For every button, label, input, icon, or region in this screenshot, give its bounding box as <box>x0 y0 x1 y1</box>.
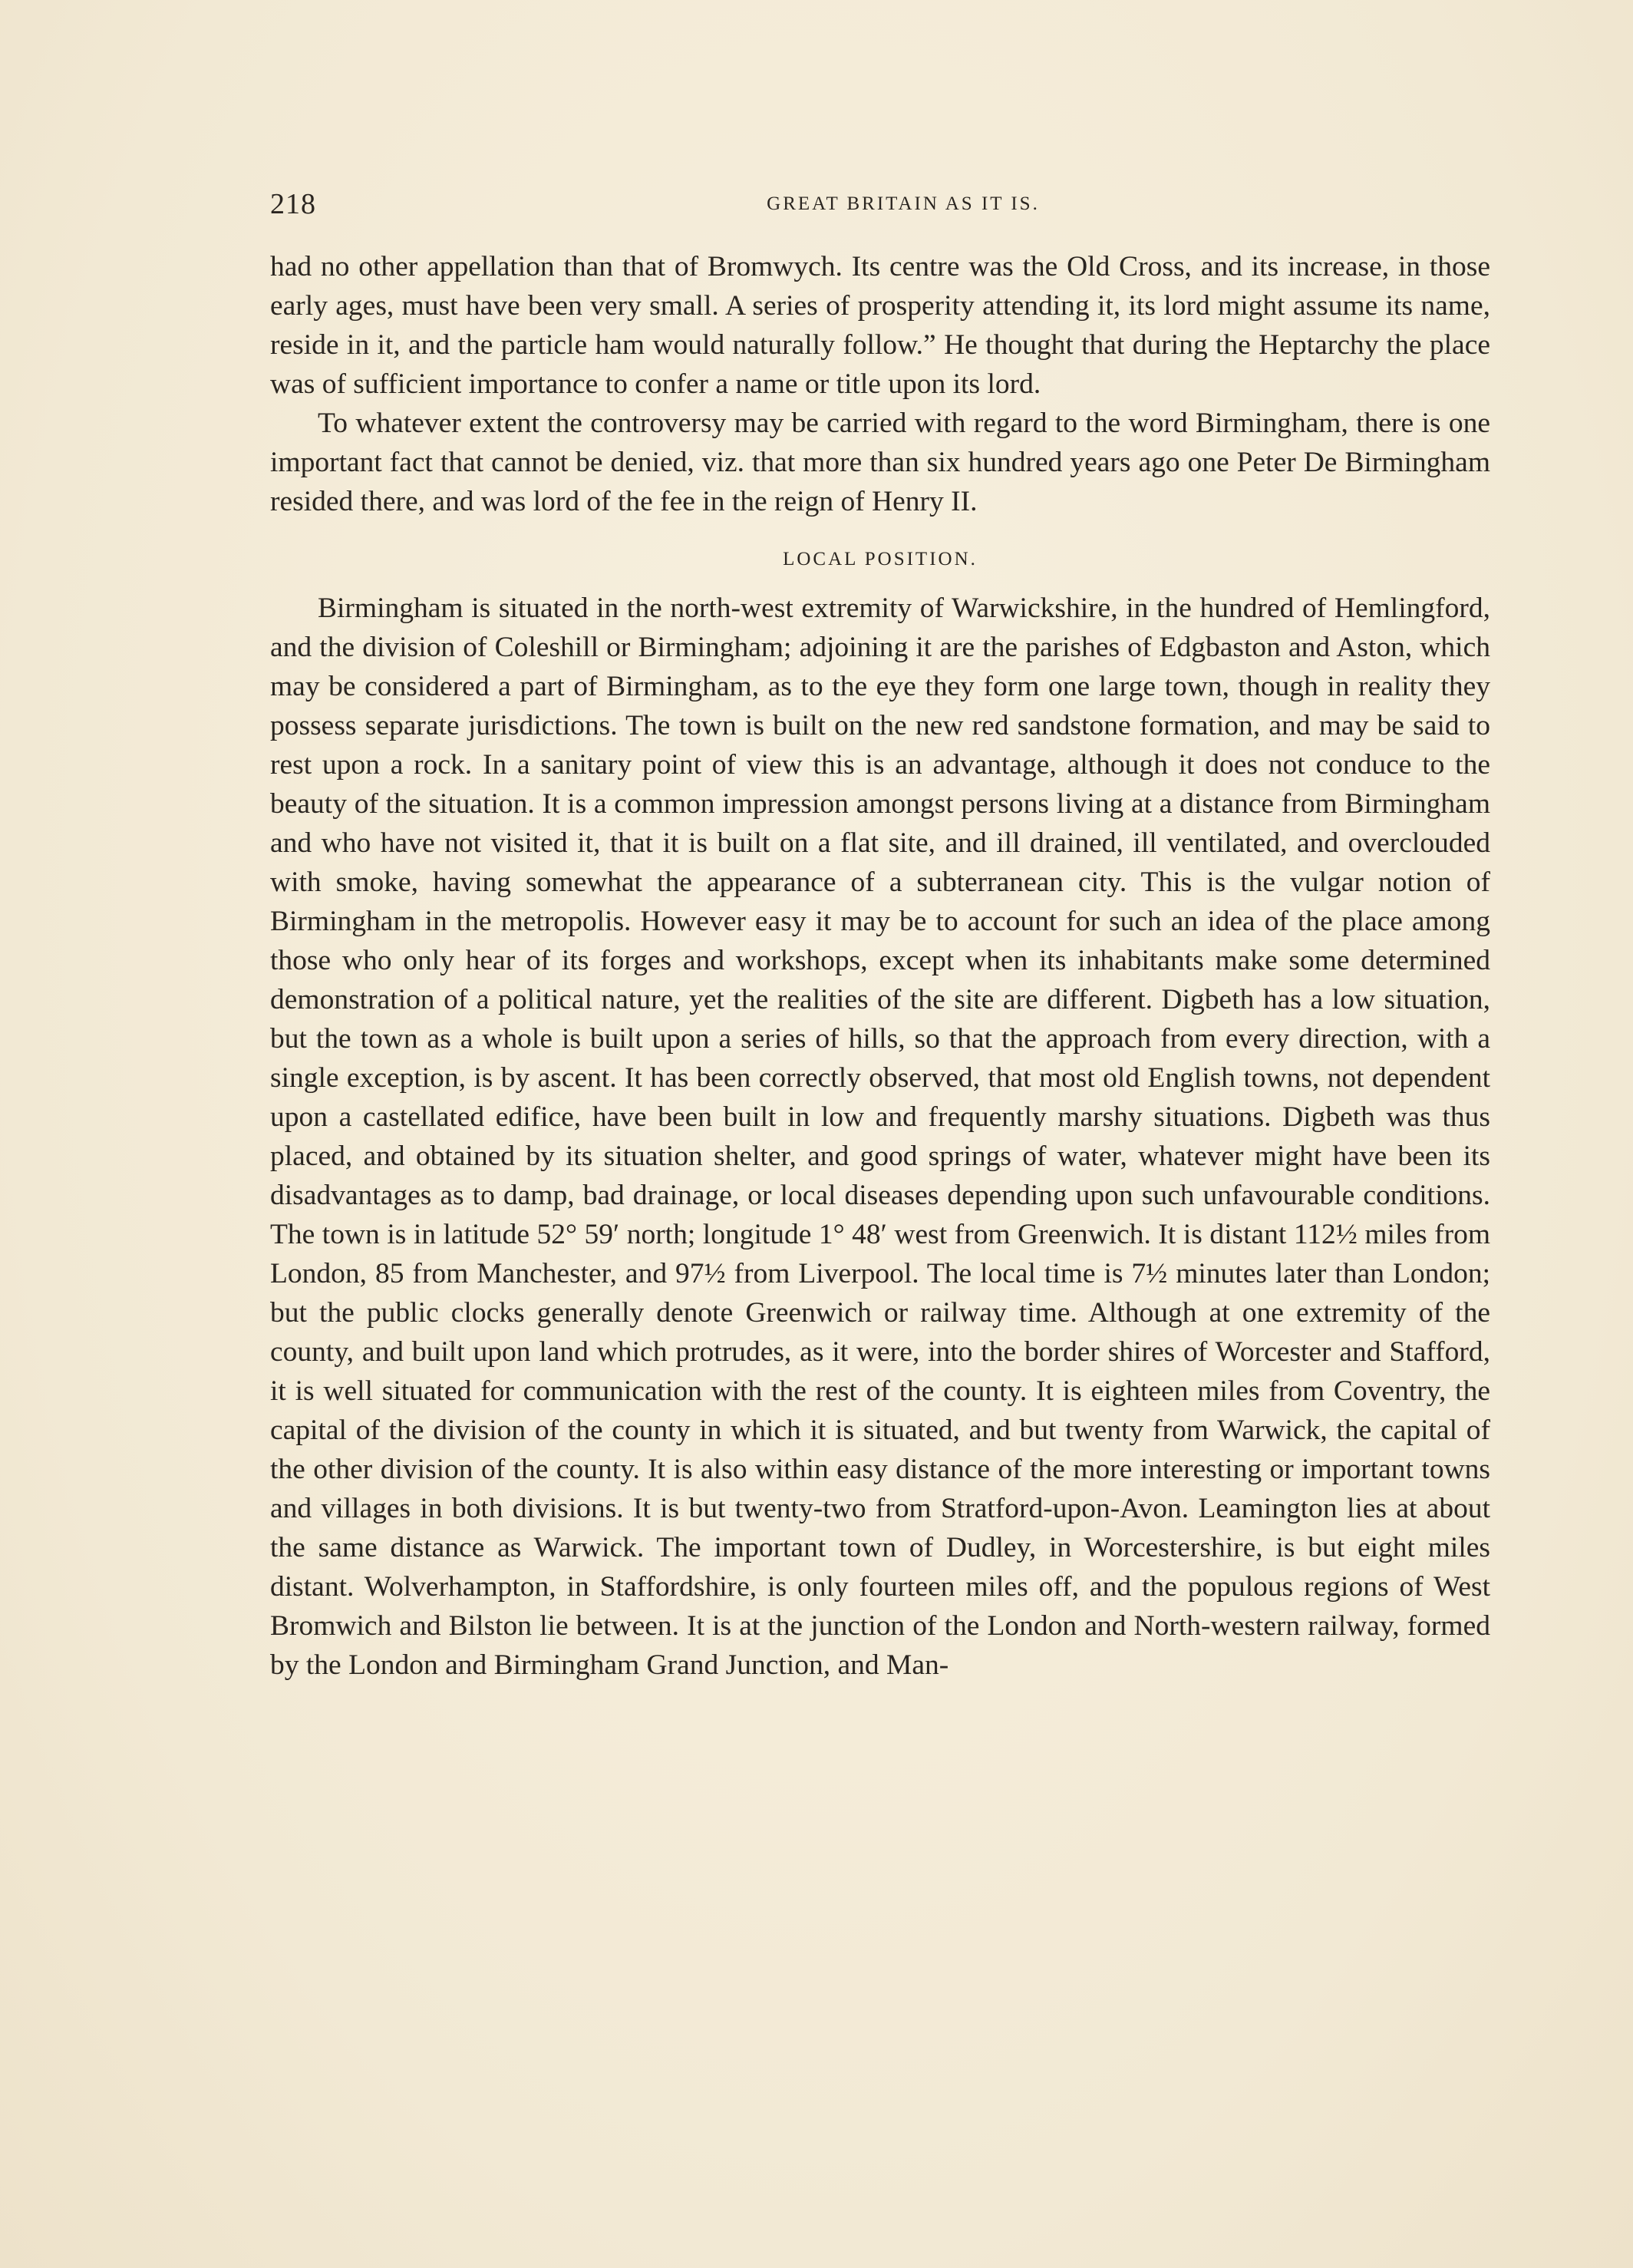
running-head: GREAT BRITAIN AS IT IS. <box>767 193 1040 214</box>
paragraph: To whatever extent the controversy may be carried with regard to the word Birmingham, there is one important fact that cannot be denied, viz. that more than six hundred years ago one Peter De Birmingham resided there, and was lord of the fee in the reign of Henry II. <box>270 408 1490 517</box>
page-number: 218 <box>270 188 316 220</box>
paragraph: Birmingham is situated in the north-west extremity of Warwickshire, in the hundred of Hemlingford, and the division of Coleshill or Birmingham; adjoining it are the parishes of Edgbaston and Aston, which may be considered a part of Birmingham, as to the eye they form one large town, though in reality they possess separate jurisdictions. The town is built on the new red sandstone formation, and may be said to rest upon a rock. In a sanitary point of view this is an advantage, although it does not conduce to the beauty of the situation. It is a common impression amongst persons living at a distance from Birmingham and who have not visited it, that it is built on a flat site, and ill drained, ill ventilated, and overclouded with smoke, having somewhat the appearance of a subterranean city. This is the vulgar notion of Birmingham in the metropolis. However easy it may be to account for such an idea of the place among those who only hear of its forges and workshops, except when its inhabitants make some determined demonstration of a political nature, yet the realities of the site are different. Digbeth has a low situation, but the town as a whole is built upon a series of hills, so that the approach from every direction, with a single exception, is by ascent. It has been correctly observed, that most old English towns, not dependent upon a castellated edifice, have been built in low and frequently marshy situations. Digbeth was thus placed, and obtained by its situation shelter, and good springs of water, whatever might have been its disadvantages as to damp, bad drainage, or local diseases depending upon such unfavourable conditions. The town is in latitude 52° 59′ north; longitude 1° 48′ west from Greenwich. It is distant 112½ miles from London, 85 from Manchester, and 97½ from Liverpool. The local time is 7½ minutes later than London; but the public clocks generally denote Greenwich or railway time. Although at one extremity of the county, and built upon land which protrudes, as it were, into the border shires of Worcester and Stafford, it is well situated for communication with the rest of the county. It is eighteen miles from Coventry, the capital of the division of the county in which it is situated, and but twenty from Warwick, the capital of the other division of the county. It is also within easy distance of the more interesting or important towns and villages in both divisions. It is but twenty-two from Stratford-upon-Avon. Leamington lies at about the same distance as Warwick. The important town of Dudley, in Worcestershire, is but eight miles distant. Wolverhampton, in Staffordshire, is only fourteen miles off, and the populous regions of West Bromwich and Bilston lie between. It is at the junction of the London and North-western railway, formed by the London and Birmingham Grand Junction, and Man- <box>270 593 1490 1681</box>
section-heading: LOCAL POSITION. <box>783 549 978 569</box>
page-header <box>270 187 1490 226</box>
paragraph-continuation: had no other appellation than that of Bromwych. Its centre was the Old Cross, and its increase, in those early ages, must have been very small. A series of prosperity attending it, its lord might assume its name, reside in it, and the particle ham would naturally follow.” He thought that during the Heptarchy the place was of sufficient importance to confer a name or title upon its lord. <box>270 251 1490 400</box>
body-text <box>270 247 1490 1685</box>
